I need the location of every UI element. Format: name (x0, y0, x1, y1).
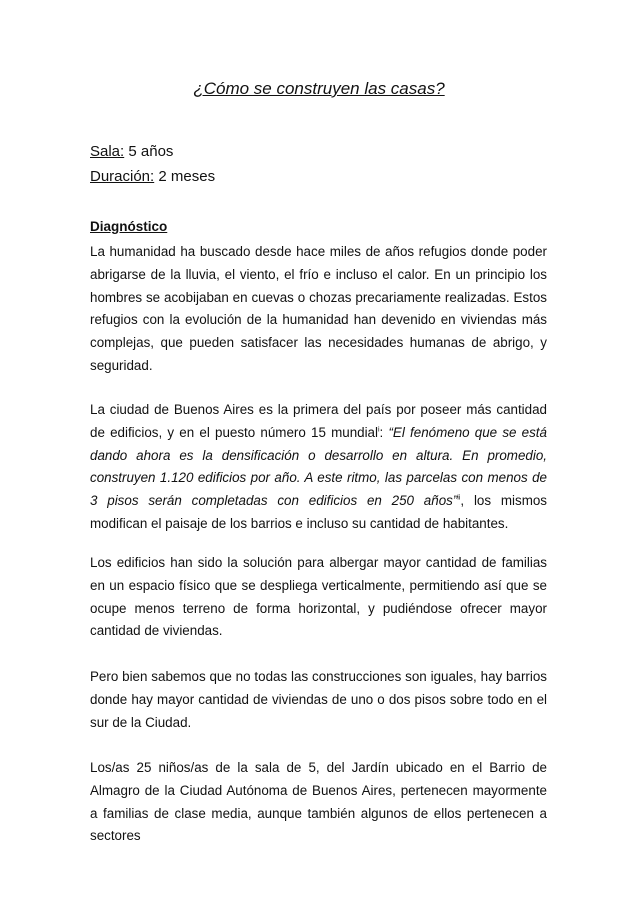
paragraph-4: Pero bien sabemos que no todas las construcciones son iguales, hay barrios donde hay mayor cantidad de viviendas de uno o dos pisos sobre todo en el sur de la Ciudad. (90, 669, 547, 730)
paragraph-2-text-a: La ciudad de Buenos Aires es la primera del país por poseer más cantidad de edificios, y en el puesto número 15 mundial (90, 402, 547, 440)
sala-field (90, 143, 173, 160)
footnote-ref-1[interactable]: i (377, 426, 380, 434)
section-heading: Diagnóstico (90, 219, 168, 234)
paragraph-3: Los edificios han sido la solución para albergar mayor cantidad de familias en un espacio físico que se despliega verticalmente, permitiendo así que se ocupe menos terreno de forma horizontal, y pudiéndose ofrecer mayor cantidad de viviendas. (90, 555, 547, 639)
paragraph-2-text-b: : (379, 424, 389, 440)
sala-label: Sala: (90, 143, 125, 160)
paragraph-2 (90, 399, 547, 536)
quote-text: “El fenómeno que se está dando ahora es la densificación o desarrollo en altura. En promedio, construyen 1.120 edificios por año. A este ritmo, las parcelas con menos de 3 pisos serán completadas con edificios en 250 años” (90, 424, 547, 509)
duracion-value: 2 meses (158, 168, 216, 185)
paragraph-5: Los/as 25 niños/as de la sala de 5, del Jardín ubicado en el Barrio de Almagro de la Ciudad Autónoma de Buenos Aires, pertenecen mayormente a familias de clase media, aunque también algunos de ellos pertenecen a sectores (90, 760, 547, 844)
sala-value: 5 años (128, 143, 174, 160)
footnote-ref-2[interactable]: ii (457, 494, 461, 502)
paragraph-1: La humanidad ha buscado desde hace miles de años refugios donde poder abrigarse de la lluvia, el viento, el frío e incluso el calor. En un principio los hombres se acobijaban en cuevas o chozas precariamente realizadas. Estos refugios con la evolución de la humanidad han devenido en viviendas más complejas, que pueden satisfacer las necesidades humanas de abrigo, y seguridad. (90, 244, 547, 373)
duracion-field (90, 168, 215, 185)
document-title: ¿Cómo se construyen las casas? (193, 79, 445, 98)
duracion-label: Duración: (90, 168, 155, 185)
paragraph-2-text-c: , los mismos modifican el paisaje de los barrios e incluso su cantidad de habitantes. (90, 493, 547, 531)
